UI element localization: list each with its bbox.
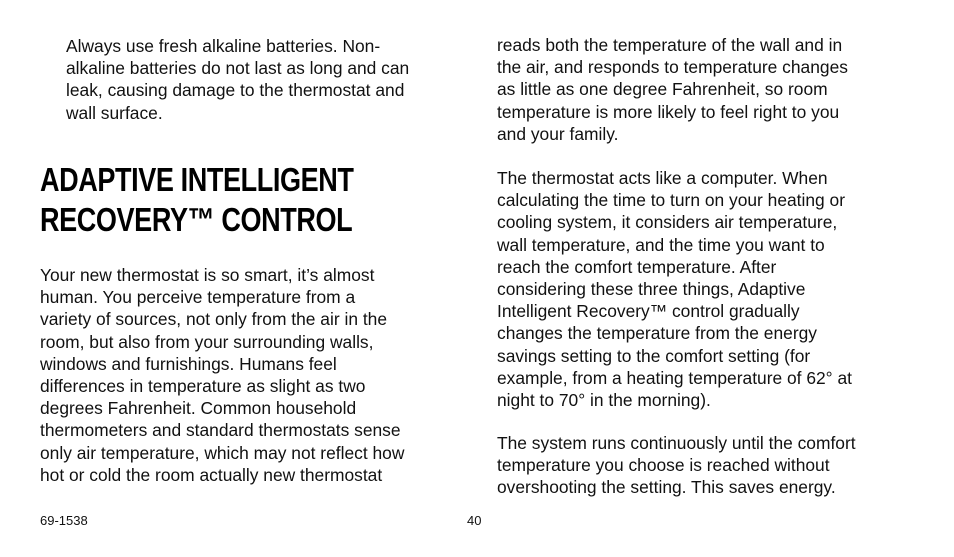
paragraph-energy-savings: The system runs continuously until the comfort temperature you choose is reached without overshooting the setting. This saves energy.	[497, 433, 856, 498]
paragraph-computer-calculation: The thermostat acts like a computer. When calculating the time to turn on your heating or cooling system, it considers air temperature, wall temperature, and the time you want to reach the comfort temperature. After considering these three things, Adaptive Intelligent Recovery™ control gradually changes the temperature from the energy savings setting to the comfort setting (for example, from a heating temperature of 62° at night to 70° in the morning).	[497, 168, 852, 411]
document-number: 69-1538	[40, 513, 88, 528]
section-heading: ADAPTIVE INTELLIGENT RECOVERY™ CONTROL	[40, 161, 354, 238]
page-number: 40	[467, 513, 482, 528]
battery-note: Always use fresh alkaline batteries. Non- alkaline batteries do not last as long and can leak, causing damage to the thermostat and wall surface.	[66, 36, 410, 123]
intro-paragraph: Your new thermostat is so smart, it’s almost human. You perceive temperature from a variety of sources, not only from the air in the room, but also from your surrounding walls, windows and furnishings. Humans feel differences in temperature as slight as two degrees Fahrenheit. Common household thermometers and standard thermostats sense only air temperature, which may not reflect how hot or cold the room actually new thermostat	[40, 265, 405, 485]
paragraph-wall-temperature: reads both the temperature of the wall and in the air, and responds to temperature changes as little as one degree Fahrenheit, so room temperature is more likely to feel right to you and your family.	[497, 35, 848, 144]
